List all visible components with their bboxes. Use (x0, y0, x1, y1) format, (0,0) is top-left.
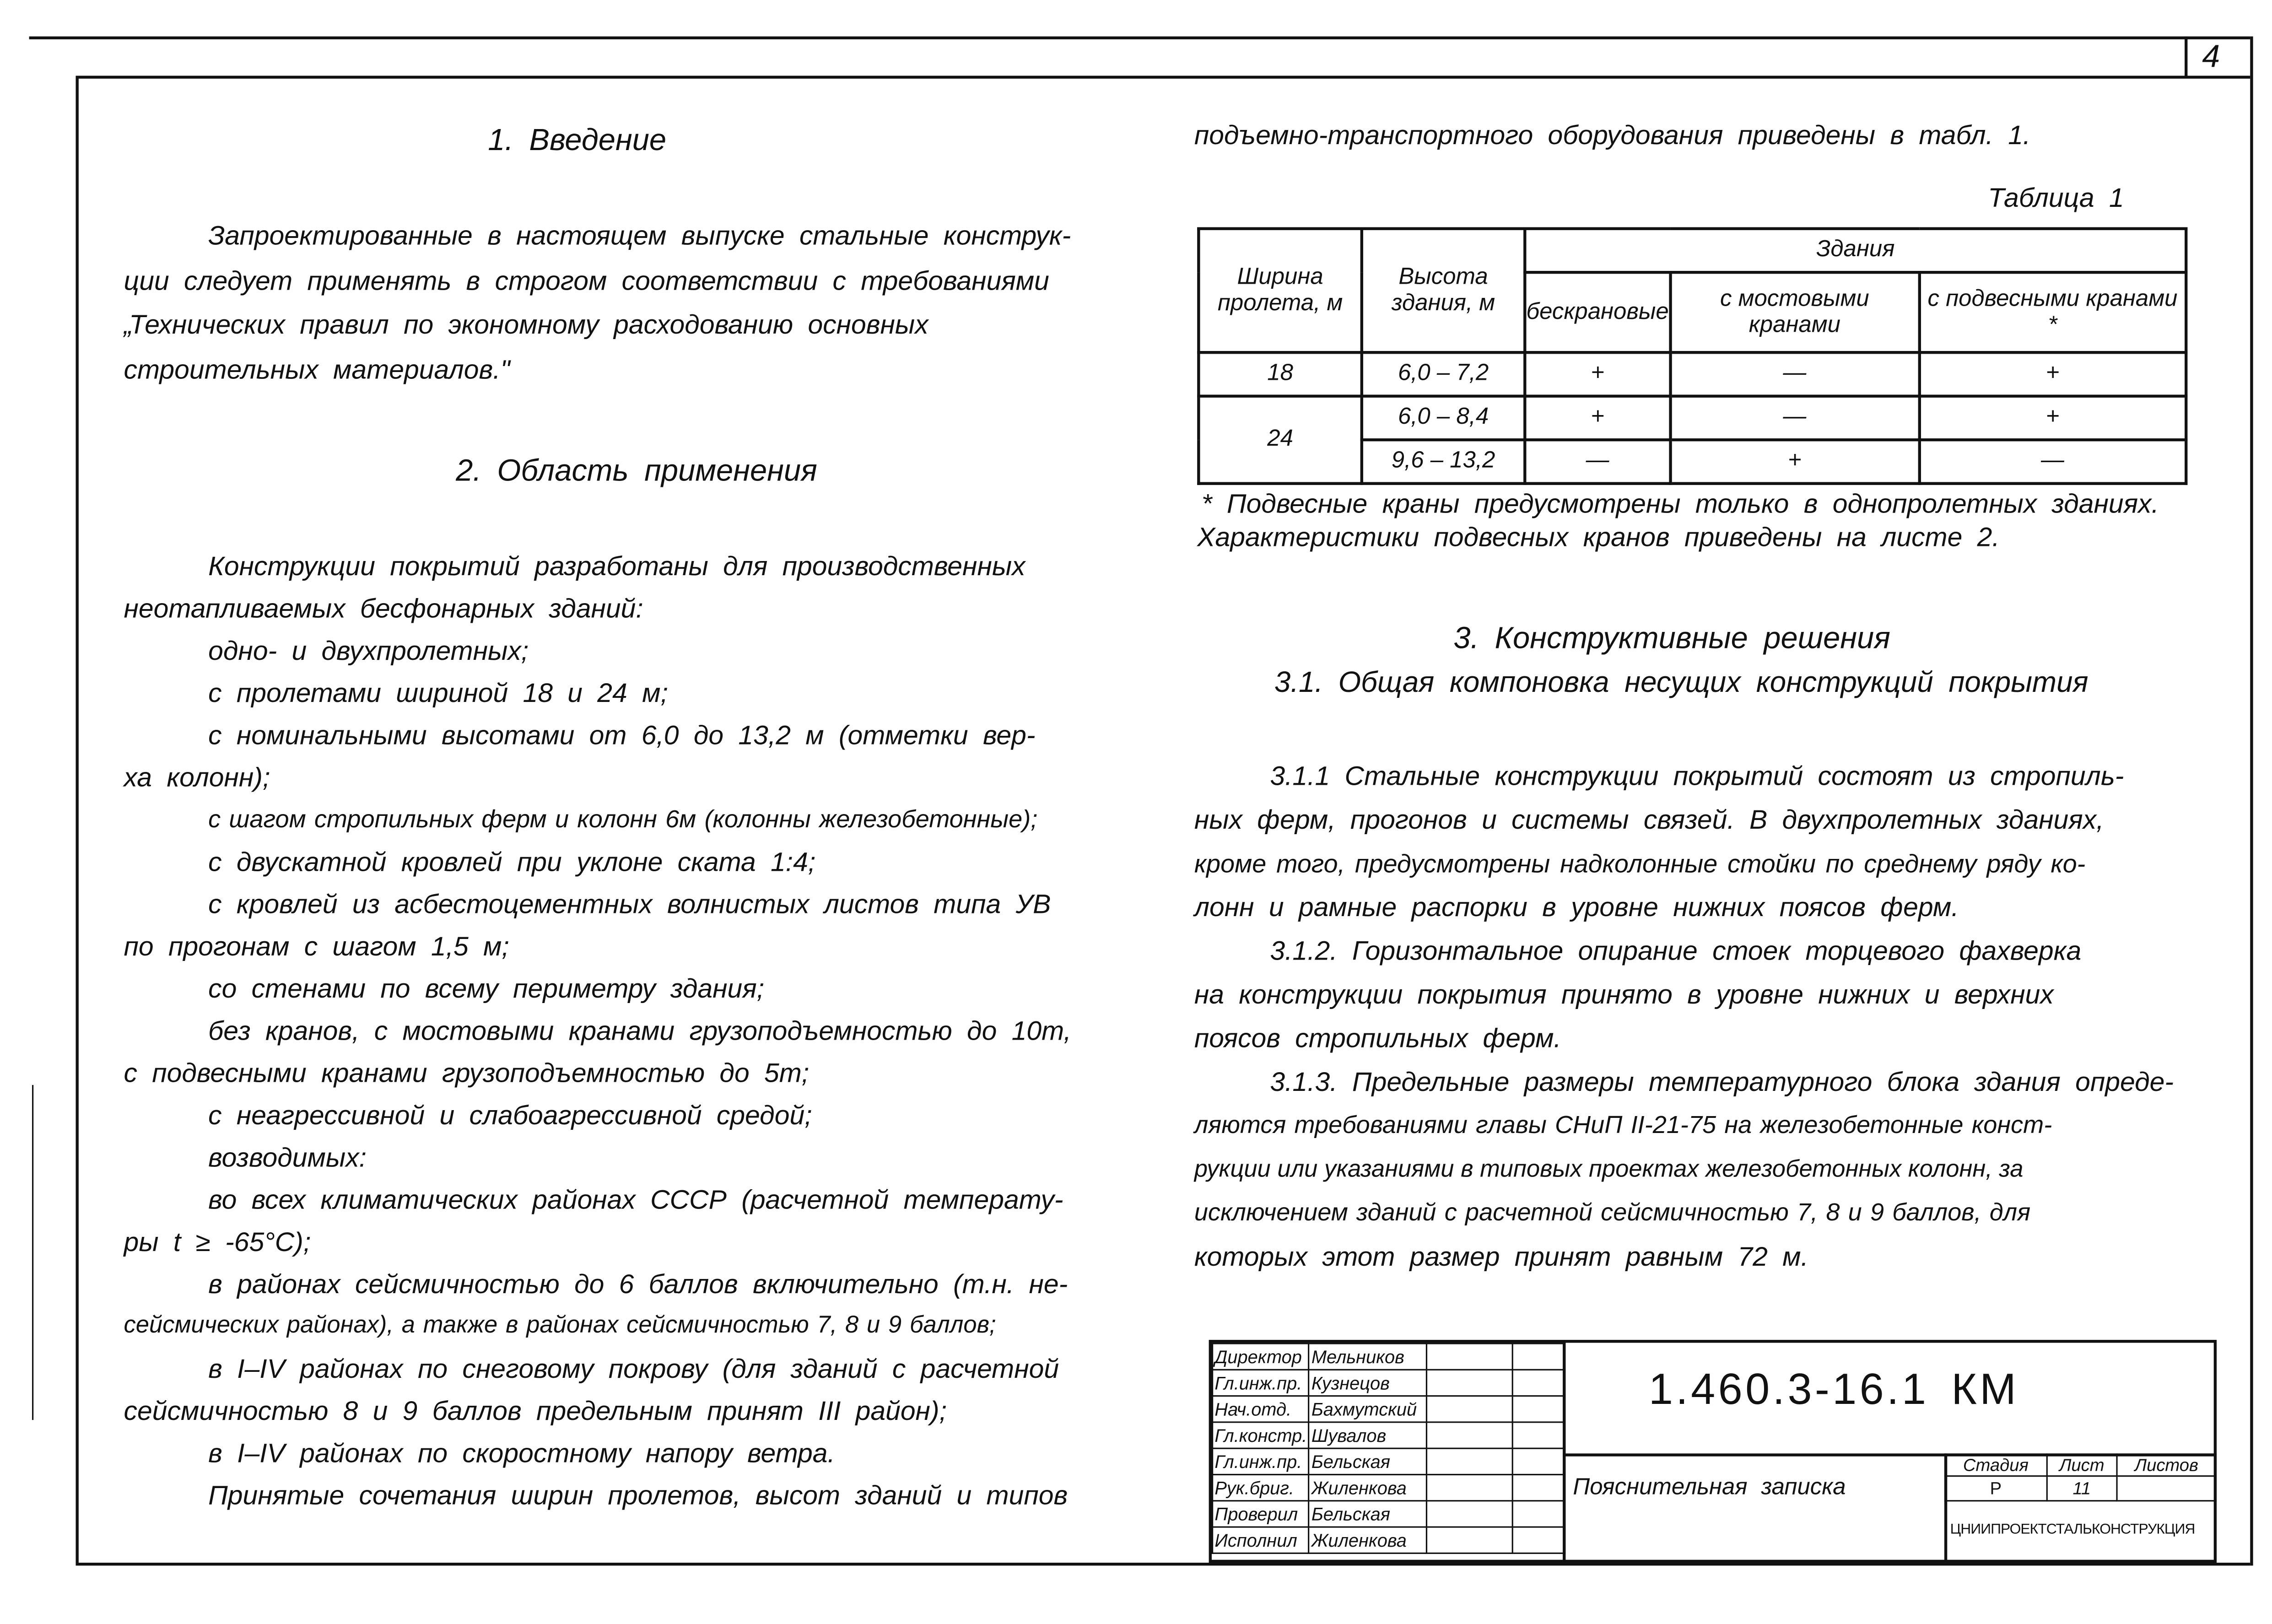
table-row (1198, 352, 2186, 396)
text-line: 3.1.1 Стальные конструкции покрытий состоят из стропиль- (1270, 760, 2124, 791)
sheets-label: Листов (2117, 1454, 2216, 1476)
text-line: Запроектированные в настоящем выпуске стальные конструк- (208, 220, 1071, 251)
section-3-heading: 3. Конструктивные решения (1453, 622, 1890, 656)
header-col: с мостовыми кранами (1670, 272, 1919, 352)
text-line: поясов стропильных ферм. (1194, 1022, 1561, 1053)
cell: 6,0 – 7,2 (1362, 352, 1525, 396)
text-line: Конструкции покрытий разработаны для производственных (208, 550, 1025, 581)
staff-name: Жиленкова (1309, 1527, 1427, 1553)
continued-text: подъемно-транспортного оборудования приведены в табл. 1. (1194, 119, 2031, 150)
text-line: Принятые сочетания ширин пролетов, высот зданий и типов (208, 1479, 1068, 1511)
divider (1563, 1343, 1565, 1561)
cell: + (1670, 440, 1919, 483)
staff-grid (1212, 1343, 1566, 1554)
cell: + (1525, 396, 1670, 440)
section-3-1-heading: 3.1. Общая компоновка несущих конструкций покрытия (1274, 667, 2089, 699)
header-span: Ширина пролета, м (1198, 229, 1361, 353)
staff-name: Жиленкова (1309, 1474, 1427, 1500)
binding-margin-line (32, 1085, 33, 1420)
signature (1427, 1422, 1513, 1448)
signature (1427, 1527, 1513, 1553)
staff-name: Кузнецов (1309, 1370, 1427, 1396)
cell: — (1670, 396, 1919, 440)
header-height: Высота здания, м (1362, 229, 1525, 353)
cell: 18 (1198, 352, 1361, 396)
signature (1427, 1474, 1513, 1500)
cell: 9,6 – 13,2 (1362, 440, 1525, 483)
text-line: ха колонн); (124, 761, 270, 793)
date (1513, 1396, 1566, 1422)
footnote-line: * Подвесные краны предусмотрены только в однопролетных зданиях. (1201, 488, 2159, 519)
text-line: во всех климатических районах СССР (расчетной температу- (208, 1184, 1063, 1215)
date (1513, 1474, 1566, 1500)
title-block (1209, 1340, 2217, 1563)
scope-list (124, 545, 1071, 1516)
cell: — (1670, 352, 1919, 396)
document-code: 1.460.3-16.1 КМ (1648, 1366, 2019, 1414)
cell: 24 (1198, 396, 1361, 484)
text-line: в I–IV районах по скоростному напору ветра. (208, 1437, 835, 1468)
staff-name: Мельников (1309, 1343, 1427, 1370)
text-line: с двускатной кровлей при уклоне ската 1:4; (208, 846, 816, 877)
signature (1427, 1501, 1513, 1527)
date (1513, 1422, 1566, 1448)
text-line: ных ферм, прогонов и системы связей. В двухпролетных зданиях, (1194, 804, 2104, 835)
frame-bottom (76, 1563, 2250, 1565)
staff-name: Бельская (1309, 1501, 1427, 1527)
header-col: бескрановые (1525, 272, 1670, 352)
date (1513, 1370, 1566, 1396)
signature (1427, 1448, 1513, 1474)
text-line: возводимых: (208, 1142, 367, 1173)
text-line: с неагрессивной и слабоагрессивной средой; (208, 1099, 812, 1130)
text-line: без кранов, с мостовыми кранами грузоподъемностью до 10т, (208, 1015, 1071, 1046)
intro-paragraph (124, 214, 1071, 393)
role: Рук.бриг. (1213, 1474, 1310, 1500)
role: Гл.инж.пр. (1213, 1370, 1310, 1396)
text-line: в I–IV районах по снеговому покрову (для зданий с расчетной (208, 1353, 1059, 1384)
header-buildings: Здания (1525, 229, 2186, 272)
role: Директор (1213, 1343, 1310, 1370)
text-line: кроме того, предусмотрены надколонные стойки по среднему ряду ко- (1194, 849, 2086, 879)
stage-label: Стадия (1945, 1454, 2046, 1476)
text-line: рукции или указаниями в типовых проектах железобетонных колонн, за (1194, 1156, 2024, 1183)
staff-name: Бельская (1309, 1448, 1427, 1474)
stage-table (1944, 1453, 2217, 1501)
signature (1427, 1396, 1513, 1422)
cell: — (1525, 440, 1670, 483)
text-line: с пролетами шириной 18 и 24 м; (208, 677, 668, 708)
text-line: 3.1.2. Горизонтальное опирание стоек торцевого фахверка (1270, 935, 2082, 966)
frame-top (76, 76, 2250, 79)
date (1513, 1527, 1566, 1553)
text-line: с номинальными высотами от 6,0 до 13,2 м (отметки вер- (208, 719, 1036, 750)
text-line: ции следует применять в строгом соответствии с требованиями (124, 264, 1049, 296)
section-3-paragraphs (1194, 755, 2174, 1279)
frame-right (2250, 37, 2253, 1566)
staff-name: Бахмутский (1309, 1396, 1427, 1422)
role: Гл.констр. (1213, 1422, 1310, 1448)
signature (1427, 1370, 1513, 1396)
sheet-number-box (2185, 37, 2187, 76)
role: Нач.отд. (1213, 1396, 1310, 1422)
text-line: сейсмичностью 8 и 9 баллов предельным принят III район); (124, 1395, 947, 1426)
text-line: лонн и рамные распорки в уровне нижних поясов ферм. (1194, 891, 1959, 922)
sheet-number: 4 (2202, 38, 2220, 75)
table-1 (1197, 227, 2187, 485)
sheets-value (2117, 1476, 2216, 1501)
text-line: на конструкции покрытия принято в уровне нижних и верхних (1194, 978, 2054, 1009)
staff-name: Шувалов (1309, 1422, 1427, 1448)
sheet-value: 11 (2046, 1476, 2117, 1501)
signature (1427, 1343, 1513, 1370)
text-line: в районах сейсмичностью до 6 баллов включительно (т.н. не- (208, 1268, 1068, 1299)
cell: + (1919, 352, 2186, 396)
cell: + (1919, 396, 2186, 440)
role: Исполнил (1213, 1527, 1310, 1553)
text-line: одно- и двухпролетных; (208, 635, 529, 666)
stage-value: Р (1945, 1476, 2046, 1501)
cell: 6,0 – 8,4 (1362, 396, 1525, 440)
role: Гл.инж.пр. (1213, 1448, 1310, 1474)
text-line: по прогонам с шагом 1,5 м; (124, 930, 509, 961)
date (1513, 1501, 1566, 1527)
text-line: неотапливаемых бесфонарных зданий: (124, 593, 643, 624)
text-line: с кровлей из асбестоцементных волнистых листов типа УВ (208, 888, 1051, 919)
cell: — (1919, 440, 2186, 483)
text-line: со стенами по всему периметру здания; (208, 973, 765, 1004)
frame-left (76, 76, 79, 1565)
date (1513, 1343, 1566, 1370)
text-line: строительных материалов." (124, 354, 510, 385)
footnote-line: Характеристики подвесных кранов приведены на листе 2. (1197, 521, 2000, 552)
header-col: с подвесными кранами * (1919, 272, 2186, 352)
scope-heading: 2. Область применения (456, 454, 817, 488)
document-title: Пояснительная записка (1573, 1475, 1846, 1500)
text-line: сейсмических районах), а также в районах сейсмичностью 7, 8 и 9 баллов; (124, 1312, 996, 1338)
text-line: „Технических правил по экономному расходованию основных (124, 309, 928, 340)
table-caption: Таблица 1 (1988, 182, 2124, 213)
date (1513, 1448, 1566, 1474)
text-line: 3.1.3. Предельные размеры температурного блока здания опреде- (1270, 1066, 2174, 1097)
organization-name: ЦНИИПРОЕКТСТАЛЬКОНСТРУКЦИЯ (1950, 1521, 2195, 1538)
text-line: которых этот размер принят равным 72 м. (1194, 1241, 1808, 1272)
sheet-label: Лист (2046, 1454, 2117, 1476)
outer-top-line (29, 37, 2250, 39)
text-line: ры t ≥ -65°С); (124, 1226, 311, 1257)
role: Проверил (1213, 1501, 1310, 1527)
cell: + (1525, 352, 1670, 396)
text-line: с подвесными кранами грузоподъемностью до 5т; (124, 1057, 810, 1088)
text-line: ляются требованиями главы СНиП II-21-75 на железобетонные конст- (1194, 1111, 2052, 1139)
text-line: с шагом стропильных ферм и колонн 6м (колонны железобетонные); (208, 805, 1038, 833)
text-line: исключением зданий с расчетной сейсмичностью 7, 8 и 9 баллов, для (1194, 1198, 2031, 1226)
intro-heading: 1. Введение (488, 124, 667, 157)
table-row (1198, 396, 2186, 440)
